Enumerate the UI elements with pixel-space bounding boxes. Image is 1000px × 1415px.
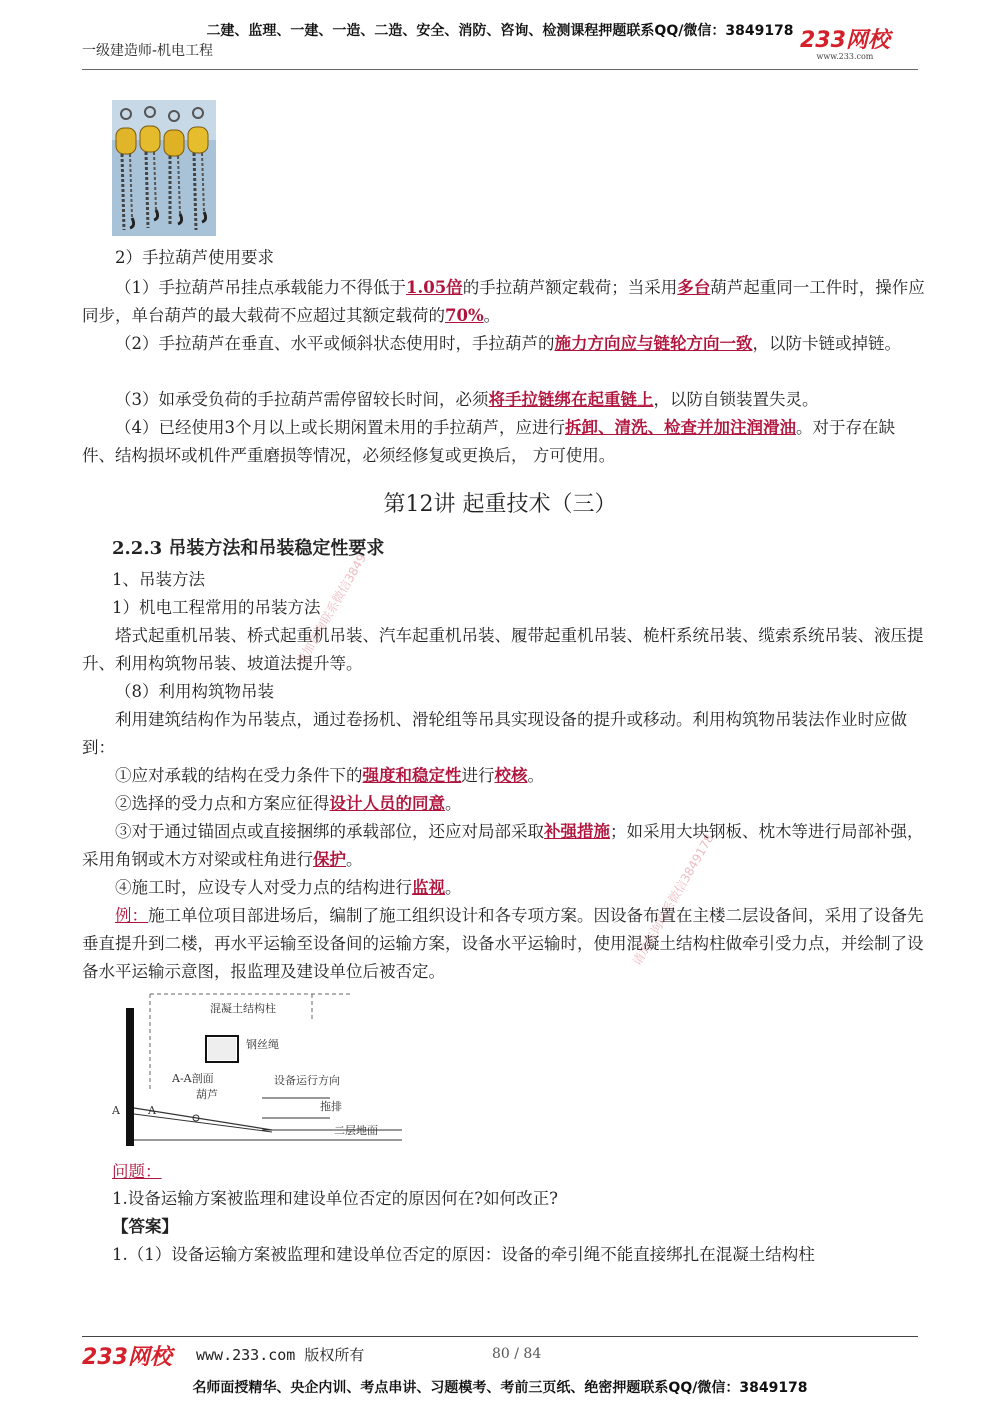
example-text: 施工单位项目部进场后，编制了施工组织设计和各专项方案。因设备布置在主楼二层设备间，采用了设备先垂直提升到二楼，再水平运输至设备间的运输方案，设备水平运输时，使用混凝土结构柱做牵引受力点，并绘制了设备水平运输示意图，报监理及建设单位后被否定。: [82, 906, 924, 981]
label-direction: 设备运行方向: [274, 1074, 340, 1087]
lecture-title: 第12讲 起重技术（三）: [383, 492, 617, 517]
rule4-text-b: 。: [445, 878, 462, 897]
example-paragraph: [82, 902, 927, 986]
label-a-left: A: [112, 1104, 120, 1117]
transport-diagram: [112, 990, 402, 1150]
req1-key-1: 1.05倍: [406, 278, 463, 297]
question-label: [112, 1158, 927, 1186]
req3-text-b: ，以防自锁装置失灵。: [653, 390, 819, 409]
requirement-4: [82, 414, 927, 470]
chain-hoist-photo: [112, 100, 216, 236]
logo-text: 233网校: [800, 28, 890, 53]
page-number: 80 / 84: [492, 1346, 542, 1362]
label-column: 混凝土结构柱: [210, 1002, 276, 1015]
watermark: 请加咨询联系微信3849178: [629, 831, 717, 968]
rule-3: [82, 818, 927, 874]
requirement-2: [82, 330, 927, 358]
rule-1: [82, 762, 927, 790]
header-banner: 二建、监理、一建、一造、二造、安全、消防、咨询、检测课程押题联系QQ/微信：3849178: [206, 23, 794, 39]
header-logo: [800, 30, 890, 61]
structure-hoisting-desc: 利用建筑结构作为吊装点，通过卷扬机、滑轮组等吊具实现设备的提升或移动。利用构筑物吊装法作业时应做到：: [82, 710, 907, 757]
label-section: A-A剖面: [172, 1072, 214, 1085]
rule3-key-1: 补强措施: [544, 822, 610, 841]
label-a-right: A: [148, 1104, 156, 1117]
footer-copyright: www.233.com 版权所有: [196, 1346, 365, 1364]
hoist-requirements-title: 2）手拉葫芦使用要求: [115, 248, 274, 267]
rule2-key-1: 设计人员的同意: [329, 794, 445, 813]
rule1-key-2: 校核: [494, 766, 528, 785]
rule-2: [82, 790, 927, 818]
req4-text-b: 。对于存在缺件、结构损坏或机件严重磨损等情况，必须经修复或更换后， 方可使用。: [82, 418, 895, 465]
rule1-text-a: ①应对承载的结构在受力条件下的: [115, 766, 363, 785]
footer-logo: 233网校: [82, 1345, 172, 1370]
rule3-text-b: ；如采用大块钢板、枕木等进行局部补强，采用角钢或木方对梁或柱角进行: [82, 822, 924, 869]
rule1-text-b: 进行: [461, 766, 495, 785]
req4-key-1: 拆卸、清洗、检查并加注润滑油: [565, 418, 796, 437]
req2-text-a: （2）手拉葫芦在垂直、水平或倾斜状态使用时，手拉葫芦的: [115, 334, 555, 353]
section-heading: 2.2.3 吊装方法和吊装稳定性要求: [112, 538, 385, 559]
logo-url: www.233.com: [816, 52, 874, 61]
rule3-key-2: 保护: [313, 850, 346, 869]
label-floor: 二层地面: [334, 1124, 378, 1137]
req4-text-a: （4）已经使用3个月以上或长期闲置未用的手拉葫芦，应进行: [115, 418, 565, 437]
req1-key-3: 70%: [445, 306, 484, 325]
footer-divider: [82, 1336, 918, 1337]
rule1-text-c: 。: [527, 766, 544, 785]
rule3-text-c: 。: [346, 850, 363, 869]
answer-label: 【答案】: [112, 1217, 178, 1236]
question-label-text: 问题：: [112, 1162, 162, 1181]
subsection-1-1: 1）机电工程常用的吊装方法: [112, 598, 321, 617]
rule4-text-a: ④施工时，应设专人对受力点的结构进行: [115, 878, 412, 897]
req3-key-1: 将手拉链绑在起重链上: [488, 390, 654, 409]
req1-text-b: 的手拉葫芦额定载荷；当采用: [462, 278, 678, 297]
rule2-text-b: 。: [445, 794, 462, 813]
header-divider: [82, 69, 918, 70]
rule2-text-a: ②选择的受力点和方案应征得: [115, 794, 330, 813]
label-rope: 钢丝绳: [246, 1038, 279, 1051]
rule3-text-a: ③对于通过锚固点或直接捆绑的承载部位，还应对局部采取: [115, 822, 544, 841]
watermark: 请加咨询联系微信3849: [293, 551, 370, 668]
req1-text-a: （1）手拉葫芦吊挂点承载能力不得低于: [115, 278, 406, 297]
req2-text-b: ，以防卡链或掉链。: [752, 334, 901, 353]
question-1: 1.设备运输方案被监理和建设单位否定的原因何在?如何改正?: [112, 1189, 558, 1208]
req3-text-a: （3）如承受负荷的手拉葫芦需停留较长时间，必须: [115, 390, 489, 409]
label-sled: 拖排: [320, 1100, 342, 1113]
footer-banner: 名师面授精华、央企内训、考点串讲、习题模考、考前三页纸、绝密押题联系QQ/微信：3849178: [192, 1380, 808, 1396]
req1-key-2: 多台: [677, 278, 711, 297]
document-subtitle: 一级建造师-机电工程: [82, 43, 214, 59]
rule1-key-1: 强度和稳定性: [362, 766, 462, 785]
rule4-key-1: 监视: [412, 878, 445, 897]
example-label: 例：: [115, 906, 148, 925]
answer-1: 1.（1）设备运输方案被监理和建设单位否定的原因：设备的牵引绳不能直接绑扎在混凝土结构柱: [112, 1245, 815, 1264]
label-hoist: 葫芦: [196, 1088, 218, 1101]
methods-list: 塔式起重机吊装、桥式起重机吊装、汽车起重机吊装、履带起重机吊装、桅杆系统吊装、缆索系统吊装、液压提升、利用构筑物吊装、坡道法提升等。: [82, 626, 924, 673]
req1-text-d: 。: [483, 306, 501, 325]
subsection-8: （8）利用构筑物吊装: [115, 682, 274, 701]
requirement-1: [82, 274, 927, 330]
req1-text-c: 葫芦起重同一工件时，操作应同步，单台葫芦的最大载荷不应超过其额定载荷的: [82, 278, 925, 325]
subsection-1: 1、吊装方法: [112, 570, 205, 589]
req2-key-1: 施力方向应与链轮方向一致: [554, 334, 753, 353]
requirement-3: [82, 386, 927, 414]
rule-4: [82, 874, 927, 902]
